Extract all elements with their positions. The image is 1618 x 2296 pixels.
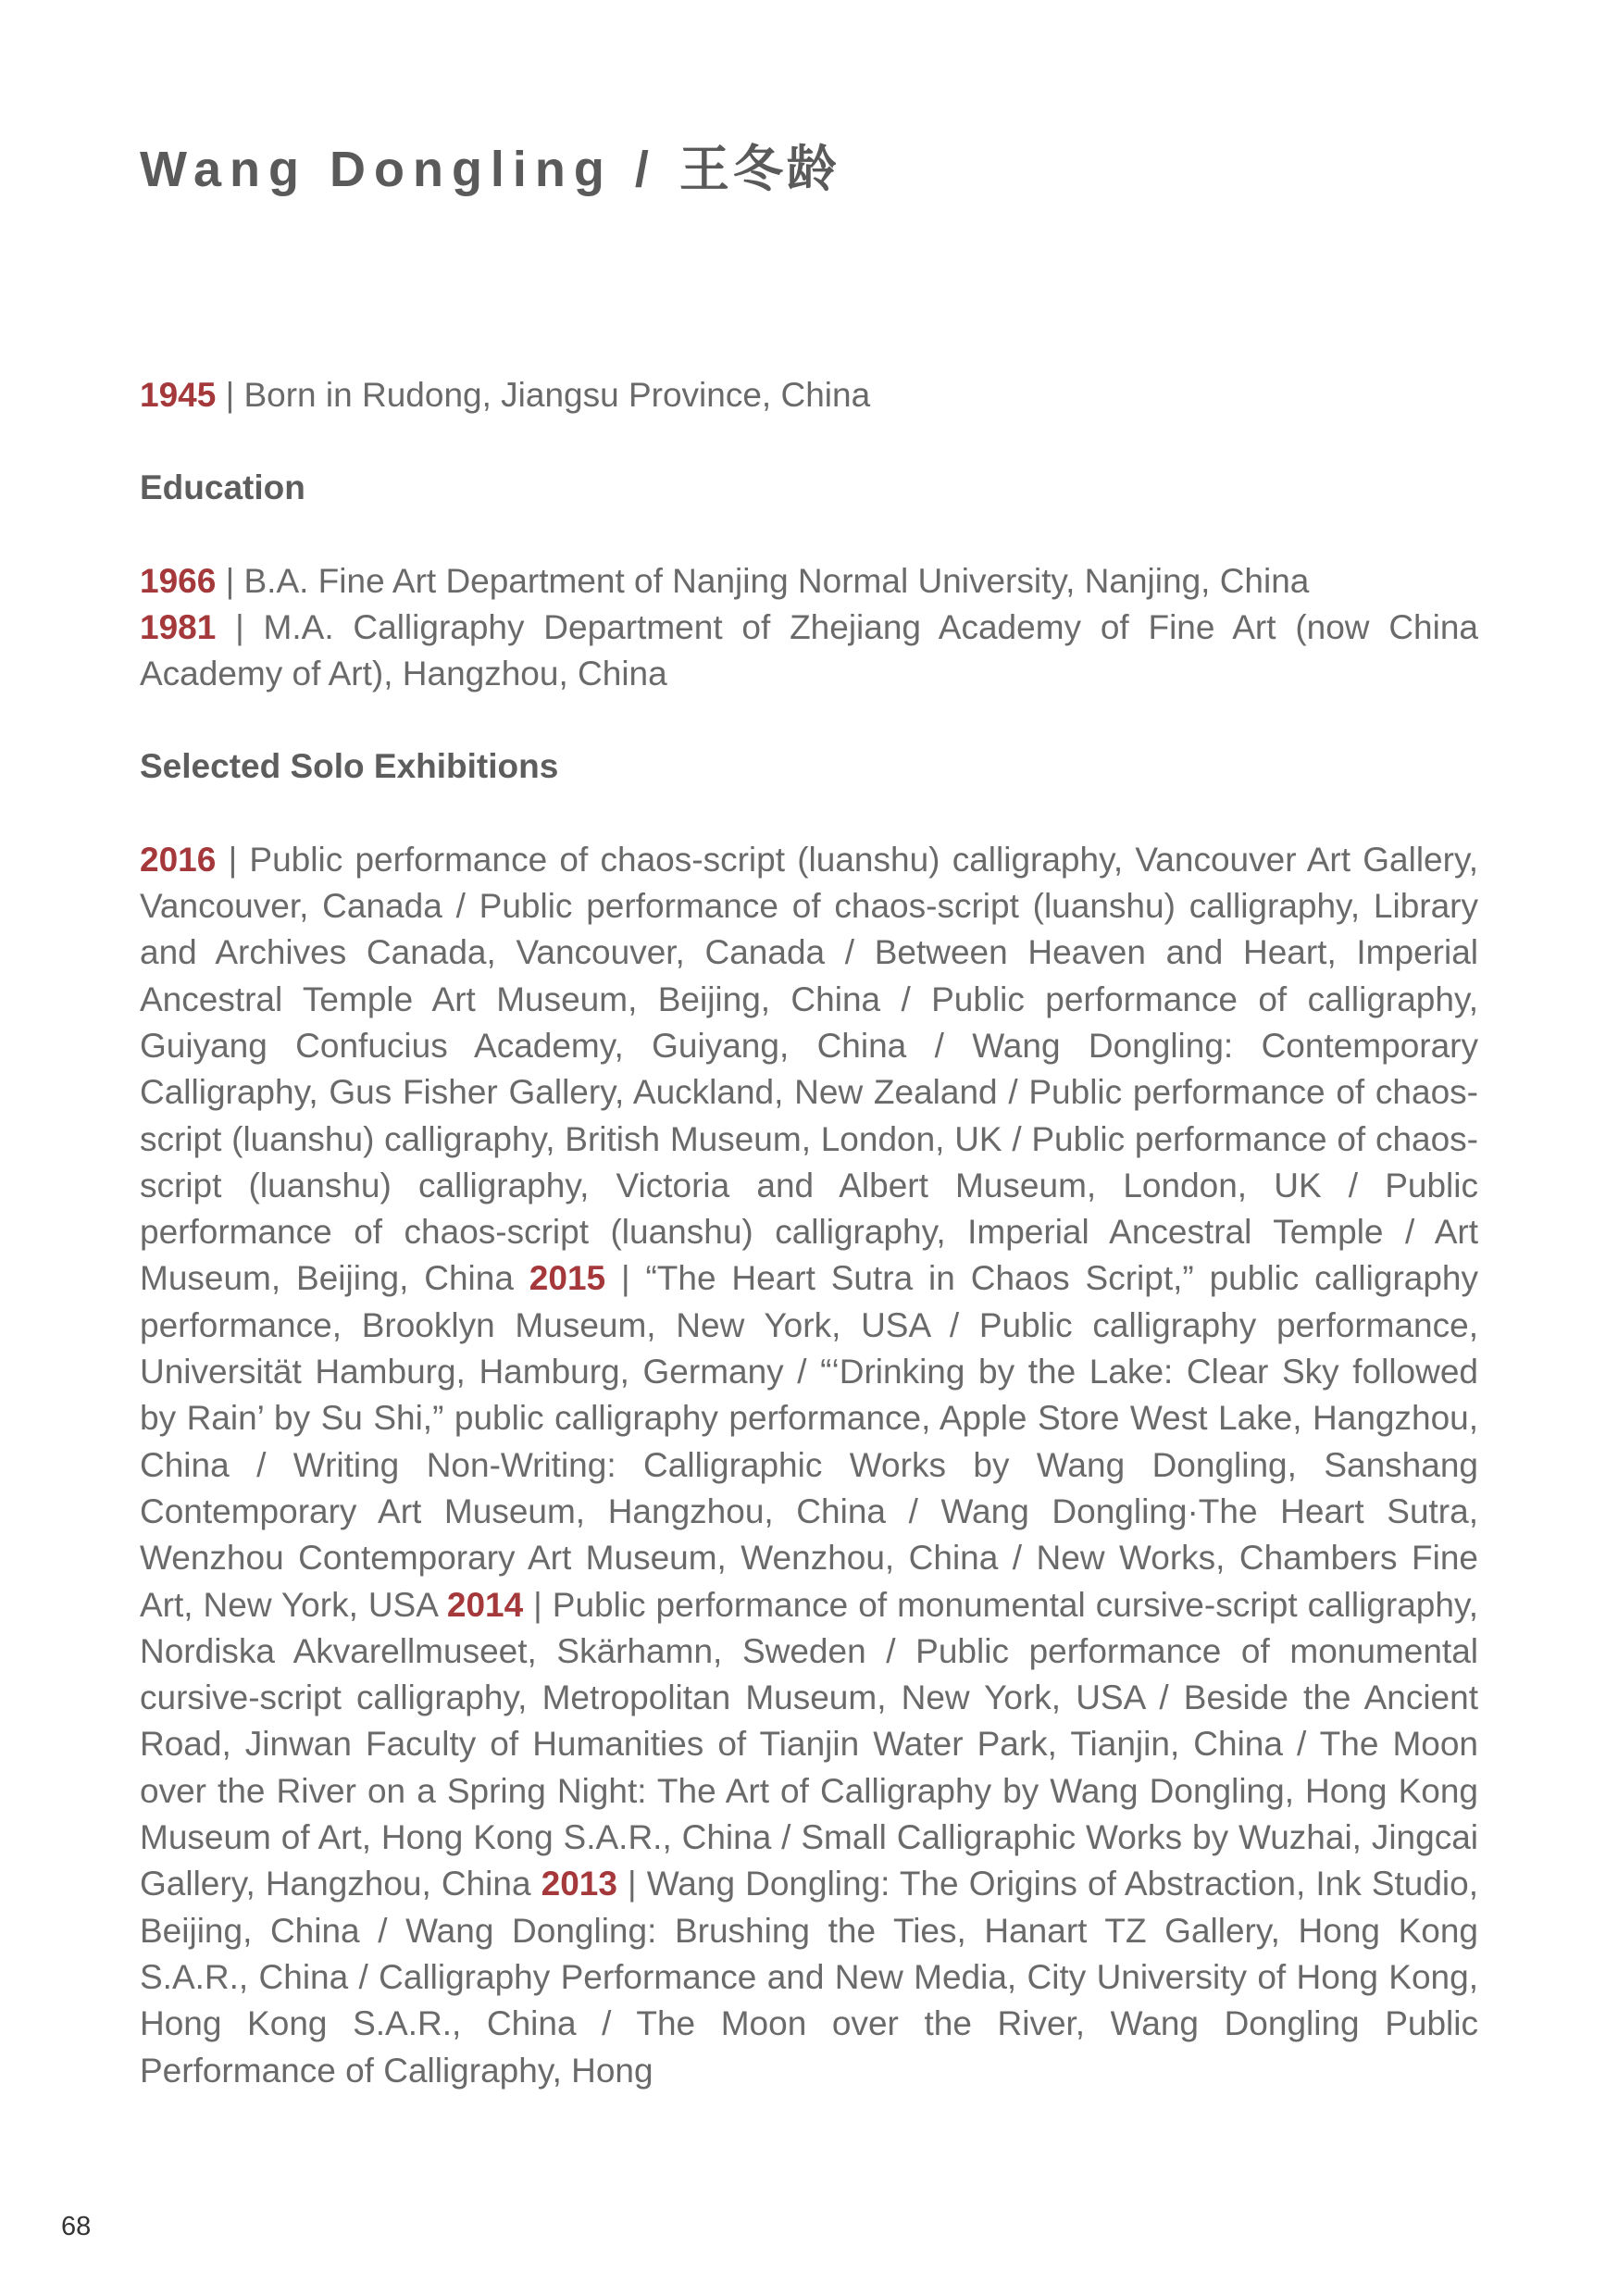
exhibition-text: | “The Heart Sutra in Chaos Script,” public calligraphy performance, Brooklyn Museum, New York, USA / Public calligraphy performance, Universität Hamburg, Hamburg, Germany / “‘Drinking by the Lake: Clear Sky followed by Rain’ by Su Shi,” public calligraphy performance, Apple Store West Lake, Hangzhou, China / Writing Non-Writing: Calligraphic Works by Wang Dongling, Sanshang Contemporary Art Museum, Hangzhou, China / Wang Dongling·The Heart Sutra, Wenzhou Contemporary Art Museum, Wenzhou, China / New Works, Chambers Fine Art, New York, USA (140, 1259, 1478, 1624)
solo-exhibitions-heading: Selected Solo Exhibitions (140, 747, 559, 786)
education-entry (140, 605, 1478, 698)
page-number: 68 (61, 2212, 92, 2241)
exhibition-year: 2016 (140, 840, 217, 879)
education-text: | B.A. Fine Art Department of Nanjing Normal University, Nanjing, China (216, 561, 1310, 600)
birth-text: | Born in Rudong, Jiangsu Province, China (216, 376, 871, 414)
artist-name-chinese: 王冬龄 (678, 140, 840, 198)
education-list (140, 558, 1478, 698)
education-year: 1981 (140, 607, 217, 646)
education-entry (140, 558, 1478, 605)
exhibition-year: 2014 (446, 1585, 524, 1624)
education-heading: Education (140, 468, 305, 507)
exhibition-text: | Public performance of monumental cursive-script calligraphy, Nordiska Akvarellmuseet, Skärhamn, Sweden / Public performance of monumental cursive-script calligraphy, Metropolitan Museum, New York, USA / Beside the Ancient Road, Jinwan Faculty of Humanities of Tianjin Water Park, Tianjin, China / The Moon over the River on a Spring Night: The Art of Calligraphy by Wang Dongling, Hong Kong Museum of Art, Hong Kong S.A.R., China / Small Calligraphic Works by Wuzhai, Jingcai Gallery, Hangzhou, China (140, 1585, 1478, 1903)
exhibition-year: 2015 (529, 1259, 606, 1298)
artist-name: Wang Dongling / (140, 142, 679, 197)
birth-entry (140, 372, 1478, 418)
birth-year: 1945 (140, 376, 217, 414)
exhibition-text: | Public performance of chaos-script (luanshu) calligraphy, Vancouver Art Gallery, Vancouver, Canada / Public performance of chaos-script (luanshu) calligraphy, Library and Archives Canada, Vancouver, Canada / Between Heaven and Heart, Imperial Ancestral Temple Art Museum, Beijing, China / Public performance of calligraphy, Guiyang Confucius Academy, Guiyang, China / Wang Dongling: Contemporary Calligraphy, Gus Fisher Gallery, Auckland, New Zealand / Public performance of chaos-script (luanshu) calligraphy, British Museum, London, UK / Public performance of chaos-script (luanshu) calligraphy, Victoria and Albert Museum, London, UK / Public performance of chaos-script (luanshu) calligraphy, Imperial Ancestral Temple / Art Museum, Beijing, China (140, 840, 1478, 1298)
biography-content (140, 372, 1478, 2094)
education-year: 1966 (140, 561, 217, 600)
page-title (140, 130, 840, 201)
solo-exhibitions-list (140, 837, 1478, 2094)
education-text: | M.A. Calligraphy Department of Zhejiang Academy of Fine Art (now China Academy of Art), Hangzhou, China (140, 607, 1478, 693)
exhibition-year: 2013 (541, 1865, 617, 1903)
exhibition-text: | Wang Dongling: The Origins of Abstraction, Ink Studio, Beijing, China / Wang Dongling: Brushing the Ties, Hanart TZ Gallery, Hong Kong S.A.R., China / Calligraphy Performance and New Media, City University of Hong Kong, Hong Kong S.A.R., China / The Moon over the River, Wang Dongling Public Performance of Calligraphy, Hong (140, 1865, 1478, 2090)
